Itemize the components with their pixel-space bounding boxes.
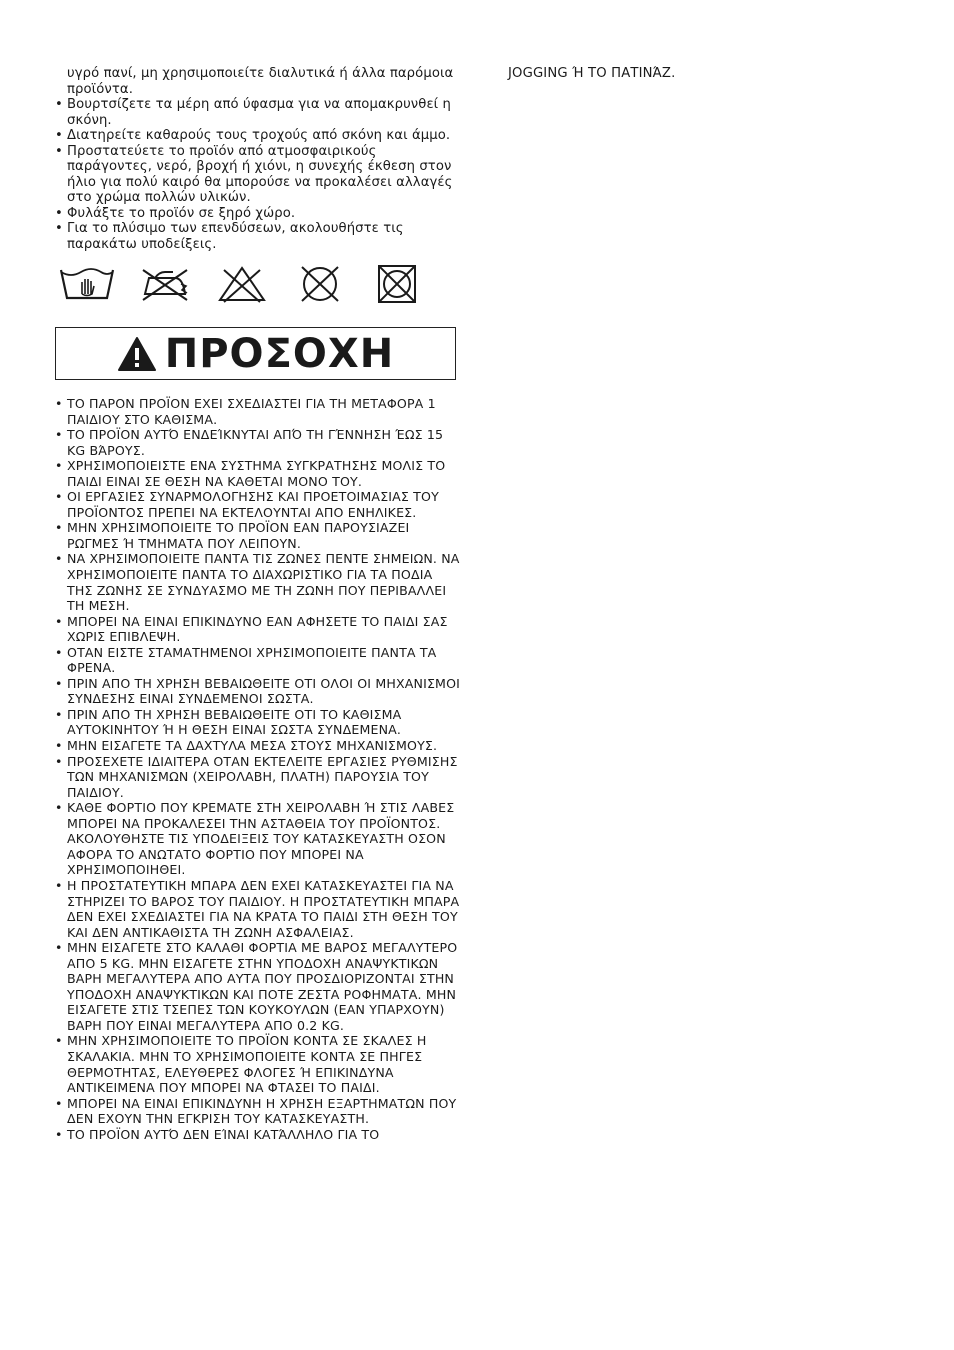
warning-continuation: JOGGING Ή ΤΟ ΠΑΤΙΝΆΖ.	[508, 66, 676, 81]
warning-header	[55, 327, 456, 380]
care-item: • Προστατεύετε το προϊόν από ατμοσφαιρικούς παράγοντες, νερό, βροχή ή χιόνι, η συνεχής έκθεση στον ήλιο για πολύ καιρό θα μπορούσε να προκαλέσει αλλαγές στο χρώμα πολλών υλικών.	[55, 144, 460, 206]
warning-item: • ΜΗΝ ΧΡΗΣΙΜΟΠΟΙΕΙΤΕ ΤΟ ΠΡΟΪΟΝ ΕΑΝ ΠΑΡΟΥΣΙΑΖΕΙ ΡΩΓΜΕΣ Ή ΤΜΗΜΑΤΑ ΠΟΥ ΛΕΙΠΟΥΝ.	[55, 520, 460, 551]
warning-item: • ΜΗΝ ΕΙΣΑΓΕΤΕ ΣΤΟ ΚΑΛΑΘΙ ΦΟΡΤΙΑ ΜΕ ΒΑΡΟΣ ΜΕΓΑΛΥΤΕΡΟ ΑΠΟ 5 KG. ΜΗΝ ΕΙΣΑΓΕΤΕ ΣΤΗΝ ΥΠΟΔΟΧΗ ΑΝΑΨΥΚΤΙΚΩΝ ΒΑΡΗ ΜΕΓΑΛΥΤΕΡΑ ΑΠΟ ΑΥΤΑ ΠΟΥ ΠΡΟΣΔΙΟΡΙΖΟΝΤΑΙ ΣΤΗΝ ΥΠΟΔΟΧΗ ΑΝΑΨΥΚΤΙΚΩΝ ΚΑΙ ΠΟΤΕ ΖΕΣΤΑ ΡΟΦΗΜΑΤΑ. ΜΗΝ ΕΙΣΑΓΕΤΕ ΣΤΙΣ ΤΣΕΠΕΣ ΤΩΝ ΚΟΥΚΟΥΛΩΝ (ΕΑΝ ΥΠΑΡΧΟΥΝ) ΒΑΡΗ ΠΟΥ ΕΙΝΑΙ ΜΕΓΑΛΥΤΕΡΑ ΑΠΟ 0.2 KG.	[55, 940, 460, 1033]
do-not-dry-clean-icon	[290, 264, 350, 304]
warning-item: • ΠΡΙΝ ΑΠΟ ΤΗ ΧΡΗΣΗ ΒΕΒΑΙΩΘΕΙΤΕ ΟΤΙ ΤΟ ΚΑΘΙΣΜΑ ΑΥΤΟΚΙΝΗΤΟΥ Ή Η ΘΕΣΗ ΕΙΝΑΙ ΣΩΣΤΑ ΣΥΝΔΕΜΕΝΑ.	[55, 707, 460, 738]
do-not-iron-icon	[135, 264, 195, 304]
left-column	[55, 66, 460, 1142]
warning-item: • ΠΡΟΣΕΧΕΤΕ ΙΔΙΑΙΤΕΡΑ ΟΤΑΝ ΕΚΤΕΛΕΙΤΕ ΕΡΓΑΣΙΕΣ ΡΥΘΜΙΣΗΣ ΤΩΝ ΜΗΧΑΝΙΣΜΩΝ (ΧΕΙΡΟΛΑΒΗ, ΠΛΑΤΗ) ΠΑΡΟΥΣΙΑ ΤΟΥ ΠΑΙΔΙΟΥ.	[55, 754, 460, 801]
warning-item: • ΤΟ ΠΡΟΪΟΝ ΑΥΤΌ ΕΝΔΕΊΚΝΥΤΑΙ ΑΠΌ ΤΗ ΓΈΝΝΗΣΗ ΈΩΣ 15 KG ΒΆΡΟΥΣ.	[55, 427, 460, 458]
intro-continuation: υγρό πανί, μη χρησιμοποιείτε διαλυτικά ή άλλα παρόμοια προϊόντα.	[67, 66, 454, 97]
warning-item: • ΜΗΝ ΕΙΣΑΓΕΤΕ ΤΑ ΔΑΧΤΥΛΑ ΜΕΣΑ ΣΤΟΥΣ ΜΗΧΑΝΙΣΜΟΥΣ.	[55, 738, 460, 754]
right-column	[508, 66, 908, 82]
warning-item: • ΚΑΘΕ ΦΟΡΤΙΟ ΠΟΥ ΚΡΕΜΑΤΕ ΣΤΗ ΧΕΙΡΟΛΑΒΗ Ή ΣΤΙΣ ΛΑΒΕΣ ΜΠΟΡΕΙ ΝΑ ΠΡΟΚΑΛΕΣΕΙ ΤΗΝ ΑΣΤΑΘΕΙΑ ΤΟΥ ΠΡΟΪΟΝΤΟΣ. ΑΚΟΛΟΥΘΗΣΤΕ ΤΙΣ ΥΠΟΔΕΙΞΕΙΣ ΤΟΥ ΚΑΤΑΣΚΕΥΑΣΤΗ ΟΣΟΝ ΑΦΟΡΑ ΤΟ ΑΝΩΤΑΤΟ ΦΟΡΤΙΟ ΠΟΥ ΜΠΟΡΕΙ ΝΑ ΧΡΗΣΙΜΟΠΟΙΗΘΕΙ.	[55, 800, 460, 878]
hand-wash-icon	[57, 264, 117, 304]
warning-title: ΠΡΟΣΟΧΗ	[164, 330, 395, 377]
warning-item: • ΤΟ ΠΑΡΟΝ ΠΡΟΪΟΝ ΕΧΕΙ ΣΧΕΔΙΑΣΤΕΙ ΓΙΑ ΤΗ ΜΕΤΑΦΟΡΑ 1 ΠΑΙΔΙΟΥ ΣΤΟ ΚΑΘΙΣΜΑ.	[55, 396, 460, 427]
care-symbols	[57, 264, 427, 304]
warning-item: • ΜΠΟΡΕΙ ΝΑ ΕΙΝΑΙ ΕΠΙΚΙΝΔΥΝΗ Η ΧΡΗΣΗ ΕΞΑΡΤΗΜΑΤΩΝ ΠΟΥ ΔΕΝ ΕΧΟΥΝ ΤΗΝ ΕΓΚΡΙΣΗ ΤΟΥ ΚΑΤΑΣΚΕΥΑΣΤΗ.	[55, 1096, 460, 1127]
warning-item: • ΠΡΙΝ ΑΠΟ ΤΗ ΧΡΗΣΗ ΒΕΒΑΙΩΘΕΙΤΕ ΟΤΙ ΟΛΟΙ ΟΙ ΜΗΧΑΝΙΣΜΟΙ ΣΥΝΔΕΣΗΣ ΕΙΝΑΙ ΣΥΝΔΕΜΕΝΟΙ ΣΩΣΤΑ.	[55, 676, 460, 707]
care-item: • Για το πλύσιμο των επενδύσεων, ακολουθήστε τις παρακάτω υποδείξεις.	[55, 221, 460, 252]
warning-triangle-icon	[117, 336, 157, 372]
care-item: • Φυλάξτε το προϊόν σε ξηρό χώρο.	[55, 206, 460, 222]
warning-item: • Η ΠΡΟΣΤΑΤΕΥΤΙΚΗ ΜΠΑΡΑ ΔΕΝ ΕΧΕΙ ΚΑΤΑΣΚΕΥΑΣΤΕΙ ΓΙΑ ΝΑ ΣΤΗΡΙΖΕΙ ΤΟ ΒΑΡΟΣ ΤΟΥ ΠΑΙΔΙΟΥ. Η ΠΡΟΣΤΑΤΕΥΤΙΚΗ ΜΠΑΡΑ ΔΕΝ ΕΧΕΙ ΣΧΕΔΙΑΣΤΕΙ ΓΙΑ ΝΑ ΚΡΑΤΑ ΤΟ ΠΑΙΔΙ ΣΤΗ ΘΕΣΗ ΤΟΥ ΚΑΙ ΔΕΝ ΑΝΤΙΚΑΘΙΣΤΑ ΤΗ ΖΩΝΗ ΑΣΦΑΛΕΙΑΣ.	[55, 878, 460, 940]
do-not-tumble-dry-icon	[367, 264, 427, 304]
warning-item: • ΟΤΑΝ ΕΙΣΤΕ ΣΤΑΜΑΤΗΜΕΝΟΙ ΧΡΗΣΙΜΟΠΟΙΕΙΤΕ ΠΑΝΤΑ ΤΑ ΦΡΕΝΑ.	[55, 645, 460, 676]
care-item: • Διατηρείτε καθαρούς τους τροχούς από σκόνη και άμμο.	[55, 128, 460, 144]
care-list	[55, 97, 460, 252]
warning-item: • ΜΠΟΡΕΙ ΝΑ ΕΙΝΑΙ ΕΠΙΚΙΝΔΥΝΟ ΕΑΝ ΑΦΗΣΕΤΕ ΤΟ ΠΑΙΔΙ ΣΑΣ ΧΩΡΙΣ ΕΠΙΒΛΕΨΗ.	[55, 614, 460, 645]
do-not-bleach-icon	[212, 264, 272, 304]
warning-item: • ΤΟ ΠΡΟΪΟΝ ΑΥΤΌ ΔΕΝ ΕΊΝΑΙ ΚΑΤΆΛΛΗΛΟ ΓΙΑ ΤΟ	[55, 1127, 460, 1143]
warning-item: • ΧΡΗΣΙΜΟΠΟΙΕΙΣΤΕ ΕΝΑ ΣΥΣΤΗΜΑ ΣΥΓΚΡΑΤΗΣΗΣ ΜΟΛΙΣ ΤΟ ΠΑΙΔΙ ΕΙΝΑΙ ΣΕ ΘΕΣΗ ΝΑ ΚΑΘΕΤΑΙ ΜΟΝΟ ΤΟΥ.	[55, 458, 460, 489]
warning-list	[55, 396, 460, 1142]
warning-item: • ΝΑ ΧΡΗΣΙΜΟΠΟΙΕΙΤΕ ΠΑΝΤΑ ΤΙΣ ΖΩΝΕΣ ΠΕΝΤΕ ΣΗΜΕΙΩΝ. ΝΑ ΧΡΗΣΙΜΟΠΟΙΕΙΤΕ ΠΑΝΤΑ ΤΟ ΔΙΑΧΩΡΙΣΤΙΚΟ ΓΙΑ ΤΑ ΠΟΔΙΑ ΤΗΣ ΖΩΝΗΣ ΣΕ ΣΥΝΔΥΑΣΜΟ ΜΕ ΤΗ ΖΩΝΗ ΠΟΥ ΠΕΡΙΒΑΛΛΕΙ ΤΗ ΜΕΣΗ.	[55, 551, 460, 613]
warning-item: • ΜΗΝ ΧΡΗΣΙΜΟΠΟΙΕΙΤΕ ΤΟ ΠΡΟΪΟΝ ΚΟΝΤΑ ΣΕ ΣΚΑΛΕΣ Η ΣΚΑΛΑΚΙΑ. ΜΗΝ ΤΟ ΧΡΗΣΙΜΟΠΟΙΕΙΤΕ ΚΟΝΤΑ ΣΕ ΠΗΓΕΣ ΘΕΡΜΟΤΗΤΑΣ, ΕΛΕΥΘΕΡΕΣ ΦΛΟΓΕΣ Ή ΕΠΙΚΙΝΔΥΝΑ ΑΝΤΙΚΕΙΜΕΝΑ ΠΟΥ ΜΠΟΡΕΙ ΝΑ ΦΤΑΣΕΙ ΤΟ ΠΑΙΔΙ.	[55, 1033, 460, 1095]
warning-item: • ΟΙ ΕΡΓΑΣΙΕΣ ΣΥΝΑΡΜΟΛΟΓΗΣΗΣ ΚΑΙ ΠΡΟΕΤΟΙΜΑΣΙΑΣ ΤΟΥ ΠΡΟΪΟΝΤΟΣ ΠΡΕΠΕΙ ΝΑ ΕΚΤΕΛΟΥΝΤΑΙ ΑΠΟ ΕΝΗΛΙΚΕΣ.	[55, 489, 460, 520]
care-item: • Βουρτσίζετε τα μέρη από ύφασμα για να απομακρυνθεί η σκόνη.	[55, 97, 460, 128]
